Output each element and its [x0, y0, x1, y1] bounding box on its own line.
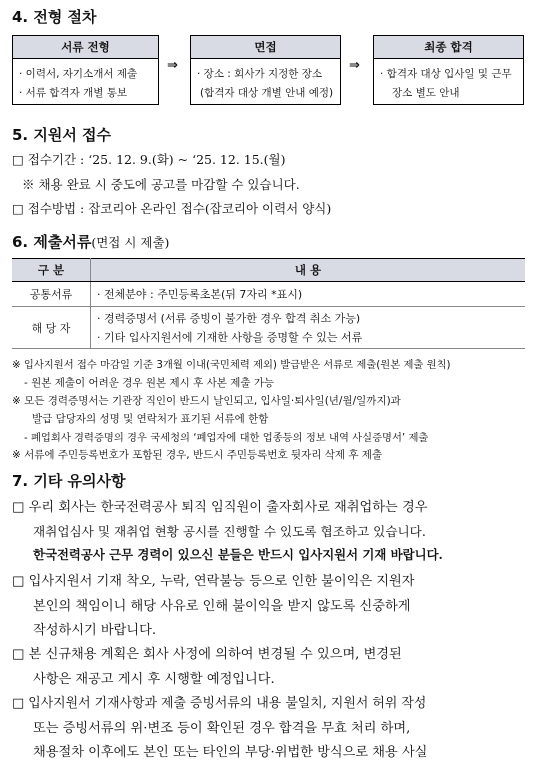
document-note: - 폐업회사 경력증명의 경우 국세청의 ‘폐업자에 대한 업종등의 정보 내역 사실증명서’ 제출: [24, 432, 429, 444]
process-box-title: 최종 합격: [374, 36, 523, 59]
table-cell-line: · 경력증명서 (서류 증빙이 불가한 경우 합격 취소 가능): [97, 311, 361, 325]
table-row: [12, 307, 525, 349]
section-6-title: 6. 제출서류: [12, 233, 92, 251]
table-cell-content: [91, 307, 526, 349]
notice-line: 작성하시기 바랍니다.: [33, 623, 157, 638]
table-cell-category: 해 당 자: [12, 307, 91, 349]
notice-line: 채용절차 이후에도 본인 또는 타인의 부당·위법한 방식으로 채용 사실: [33, 745, 428, 760]
notice-line: 재취업심사 및 재취업 현황 공시를 진행할 수 있도록 협조하고 있습니다.: [33, 524, 426, 539]
process-box-title: 면접: [191, 36, 340, 59]
right-arrow-icon: ⇒: [349, 58, 360, 73]
section-5-title: 5. 지원서 접수: [12, 126, 112, 144]
document-note: ※ 입사지원서 접수 마감일 기준 3개월 이내(국민체력 제외) 발급받은 서류로 제출(원본 제출 원칙): [12, 359, 451, 371]
application-period: □ 접수기간 : ‘25. 12. 9.(화) ~ ‘25. 12. 15.(월): [12, 152, 286, 167]
section-6-title-note: (면접 시 제출): [91, 235, 170, 250]
table-header-category: 구 분: [12, 259, 91, 282]
notice-line: 또는 증빙서류의 위·변조 등이 확인된 경우 합격을 무효 처리 하며,: [33, 721, 411, 736]
notice-line: □ 입사지원서 기재 착오, 누락, 연락불능 등으로 인한 불이익은 지원자: [12, 574, 415, 589]
notice-line-emphasis: 한국전력공사 근무 경력이 있으신 분들은 반드시 입사지원서 기재 바랍니다.: [33, 547, 443, 562]
table-cell-category: 공통서류: [12, 282, 91, 307]
process-box-document: [12, 35, 159, 105]
section-7-title: 7. 기타 유의사항: [12, 472, 126, 490]
notice-line: □ 본 신규채용 계획은 회사 사정에 의하여 변경될 수 있으며, 변경된: [12, 647, 402, 662]
notice-line: □ 우리 회사는 한국전력공사 퇴직 임직원이 출자회사로 재취업하는 경우: [12, 500, 428, 515]
document-note: ※ 서류에 주민등록번호가 포함된 경우, 반드시 주민등록번호 뒷자리 삭제 후 제출: [12, 449, 383, 461]
documents-table: [12, 258, 525, 349]
section-6-title-wrap: [12, 231, 169, 252]
process-box-line: · 이력서, 자기소개서 제출: [19, 68, 138, 80]
document-note: 발급 담당자의 성명 및 연락처가 표기된 서류에 한함: [32, 413, 269, 425]
early-closing-note: ※ 채용 완료 시 중도에 공고를 마감할 수 있습니다.: [22, 177, 300, 192]
document-note: - 원본 제출이 어려운 경우 원본 제시 후 사본 제출 가능: [24, 377, 275, 389]
process-box-title: 서류 전형: [13, 36, 158, 59]
notice-line: 사항은 재공고 게시 후 시행할 예정입니다.: [33, 672, 275, 687]
process-box-line: · 서류 합격자 개별 통보: [19, 87, 127, 99]
table-header-row: [12, 259, 525, 282]
process-box-final: [373, 35, 524, 105]
process-box-line: (합격자 대상 개별 안내 예정): [200, 87, 334, 99]
process-box-interview: [190, 35, 341, 105]
notice-line: 본인의 책임이니 해당 사유로 인해 불이익을 받지 않도록 신중하게: [33, 599, 411, 614]
table-row: [12, 282, 525, 307]
document-note: ※ 모든 경력증명서는 기관장 직인이 반드시 날인되고, 입사일·퇴사일(년/월/일까지)과: [12, 395, 401, 407]
table-cell-line: · 기타 입사지원서에 기재한 사항을 증명할 수 있는 서류: [97, 330, 363, 344]
notice-line: □ 입사지원서 기재사항과 제출 증빙서류의 내용 불일치, 지원서 허위 작성: [12, 696, 427, 711]
process-box-line: · 합격자 대상 입사일 및 근무: [380, 68, 512, 80]
right-arrow-icon: ⇒: [167, 58, 178, 73]
table-header-content: 내 용: [91, 259, 526, 282]
table-cell-content: · 전체분야 : 주민등록초본(뒤 7자리 *표시): [91, 282, 526, 307]
process-box-line: 장소 별도 안내: [392, 87, 460, 99]
process-box-line: · 장소 : 회사가 지정한 장소: [197, 68, 322, 80]
section-4-title: 4. 전형 절차: [12, 8, 97, 26]
application-method: □ 접수방법 : 잡코리아 온라인 접수(잡코리아 이력서 양식): [12, 201, 332, 216]
